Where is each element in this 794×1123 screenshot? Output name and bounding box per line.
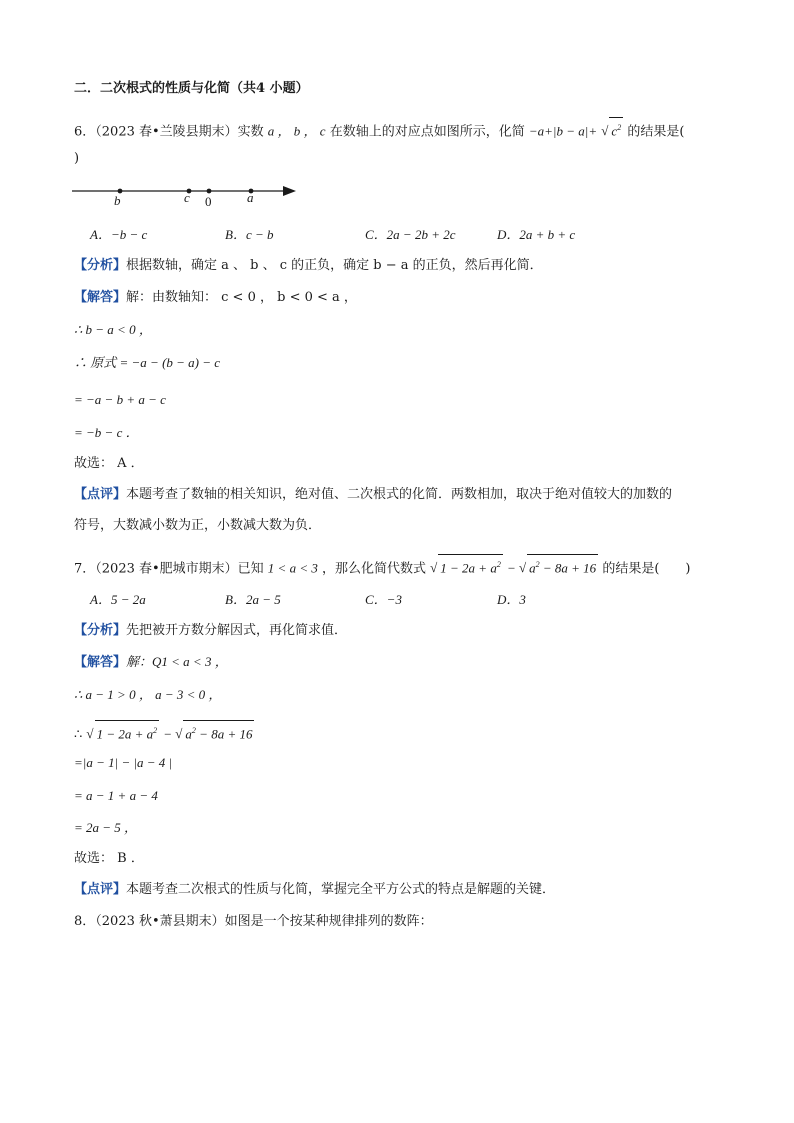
label-c: c xyxy=(184,190,190,205)
q6-answer-line-2: ∴ b − a < 0 ， xyxy=(74,322,152,337)
q7-stem-prefix: 7．（2023 春•肥城市期末）已知 xyxy=(74,561,264,577)
q7-option-a: A．5 − 2a xyxy=(90,592,146,607)
q7-answer-tag: 【解答】 xyxy=(74,655,127,670)
q6-option-a: A．−b − c xyxy=(90,227,148,242)
q7-option-c: C．−3 xyxy=(365,592,402,607)
q7-analysis-tag: 【分析】 xyxy=(74,623,127,638)
q7-answer-radical-2: √ $a^2 - 8a + 16$ xyxy=(175,720,254,744)
q7-answer-radical-1: √ $1 - 2a + a^2$ xyxy=(86,720,159,744)
q7-stem: 7．（2023 春•肥城市期末）已知 1 < a < 3 ，那么化简代数式 √ $1 - 2a + a^2$ − √ $a^2 - 8a + 16$ 的结果是( ) xyxy=(74,554,690,579)
q7-answer-line-4: =|a − 1| − |a − 4 | xyxy=(74,755,173,770)
q6-stem-vars: a ， b ， c xyxy=(267,123,326,139)
q6-comment-tag: 【点评】 xyxy=(74,487,127,502)
label-zero: 0 xyxy=(205,194,212,209)
q6-answer-line-5: = −b − c ． xyxy=(74,425,139,440)
q7-comment: 【点评】本题考查二次根式的性质与化简，掌握完全平方公式的特点是解题的关键． xyxy=(74,882,556,897)
q7-option-b: B．2a − 5 xyxy=(225,592,281,607)
q6-option-d: D．2a + b + c xyxy=(497,227,576,242)
q7-comment-tag: 【点评】 xyxy=(74,882,127,897)
q6-answer-tag: 【解答】 xyxy=(74,290,127,305)
label-a: a xyxy=(247,190,254,205)
q6-stem-end: 的结果是( xyxy=(627,124,685,140)
q6-answer-line-4: = −a − b + a − c xyxy=(74,392,166,407)
q6-stem-prefix: 6．（2023 春•兰陵县期末）实数 xyxy=(74,124,264,140)
q7-answer-line-5: = a − 1 + a − 4 xyxy=(74,788,158,803)
q7-condition: 1 < a < 3 xyxy=(267,560,318,576)
q6-answer-line-3: ∴ 原式 = −a − (b − a) − c xyxy=(74,355,221,370)
q7-answer-line-1: 【解答】解：Q1 < a < 3 ， xyxy=(74,654,228,670)
q6-answer-line-6: 故选： A ． xyxy=(74,456,144,471)
q7-radical-2: √ $a^2 - 8a + 16$ xyxy=(519,554,598,578)
q7-analysis-text: 先把被开方数分解因式，再化简求值． xyxy=(126,623,348,638)
q6-answer-line-1: 【解答】解：由数轴知： c < 0 ， b < 0 < a ， xyxy=(74,290,357,305)
q7-answer-line-3: ∴ √ $1 - 2a + a^2$ − √ $a^2 - 8a + 16$ xyxy=(74,720,254,745)
q7-stem-end: 的结果是( ) xyxy=(602,561,691,577)
q6-comment-line-2: 符号，大数减小数为正，小数减大数为负． xyxy=(74,518,322,533)
q6-stem-close: ) xyxy=(74,151,80,166)
q7-radical-1: √ $1 - 2a + a^2$ xyxy=(430,554,503,578)
q7-stem-mid: ，那么化简代数式 xyxy=(321,561,426,577)
q7-answer-line-7: 故选： B ． xyxy=(74,851,144,866)
number-line xyxy=(70,180,310,210)
q7-option-d: D．3 xyxy=(497,592,526,607)
label-b: b xyxy=(114,193,121,208)
q7-answer-line-2: ∴ a − 1 > 0 ， a − 3 < 0 ， xyxy=(74,687,222,702)
q7-analysis xyxy=(74,621,347,641)
q6-analysis-tag: 【分析】 xyxy=(74,258,127,273)
q6-analysis xyxy=(74,256,543,276)
q6-stem xyxy=(74,117,684,142)
q6-option-c: C．2a − 2b + 2c xyxy=(365,227,456,242)
q6-option-b: B．c − b xyxy=(225,227,274,242)
q6-radical: √ $c^2$ xyxy=(601,117,623,141)
q6-comment-line-1: 【点评】本题考查了数轴的相关知识，绝对值、二次根式的化简．两数相加，取决于绝对值较大的加数的 xyxy=(74,487,673,502)
number-line-arrow-icon xyxy=(283,186,296,196)
q6-analysis-text: 根据数轴，确定 a 、 b 、 c 的正负，确定 b − a 的正负，然后再化简． xyxy=(126,258,543,273)
q6-stem-mid: 在数轴上的对应点如图所示，化简 xyxy=(329,124,525,140)
q7-answer-line-6: = 2a − 5 ， xyxy=(74,820,138,835)
q6-expression: −a+|b − a|+ xyxy=(528,123,598,139)
section-title: 二．二次根式的性质与化简（共4 小题） xyxy=(74,81,309,96)
point-zero xyxy=(207,189,212,194)
q8-stem: 8．（2023 秋•萧县期末）如图是一个按某种规律排列的数阵： xyxy=(74,914,433,929)
